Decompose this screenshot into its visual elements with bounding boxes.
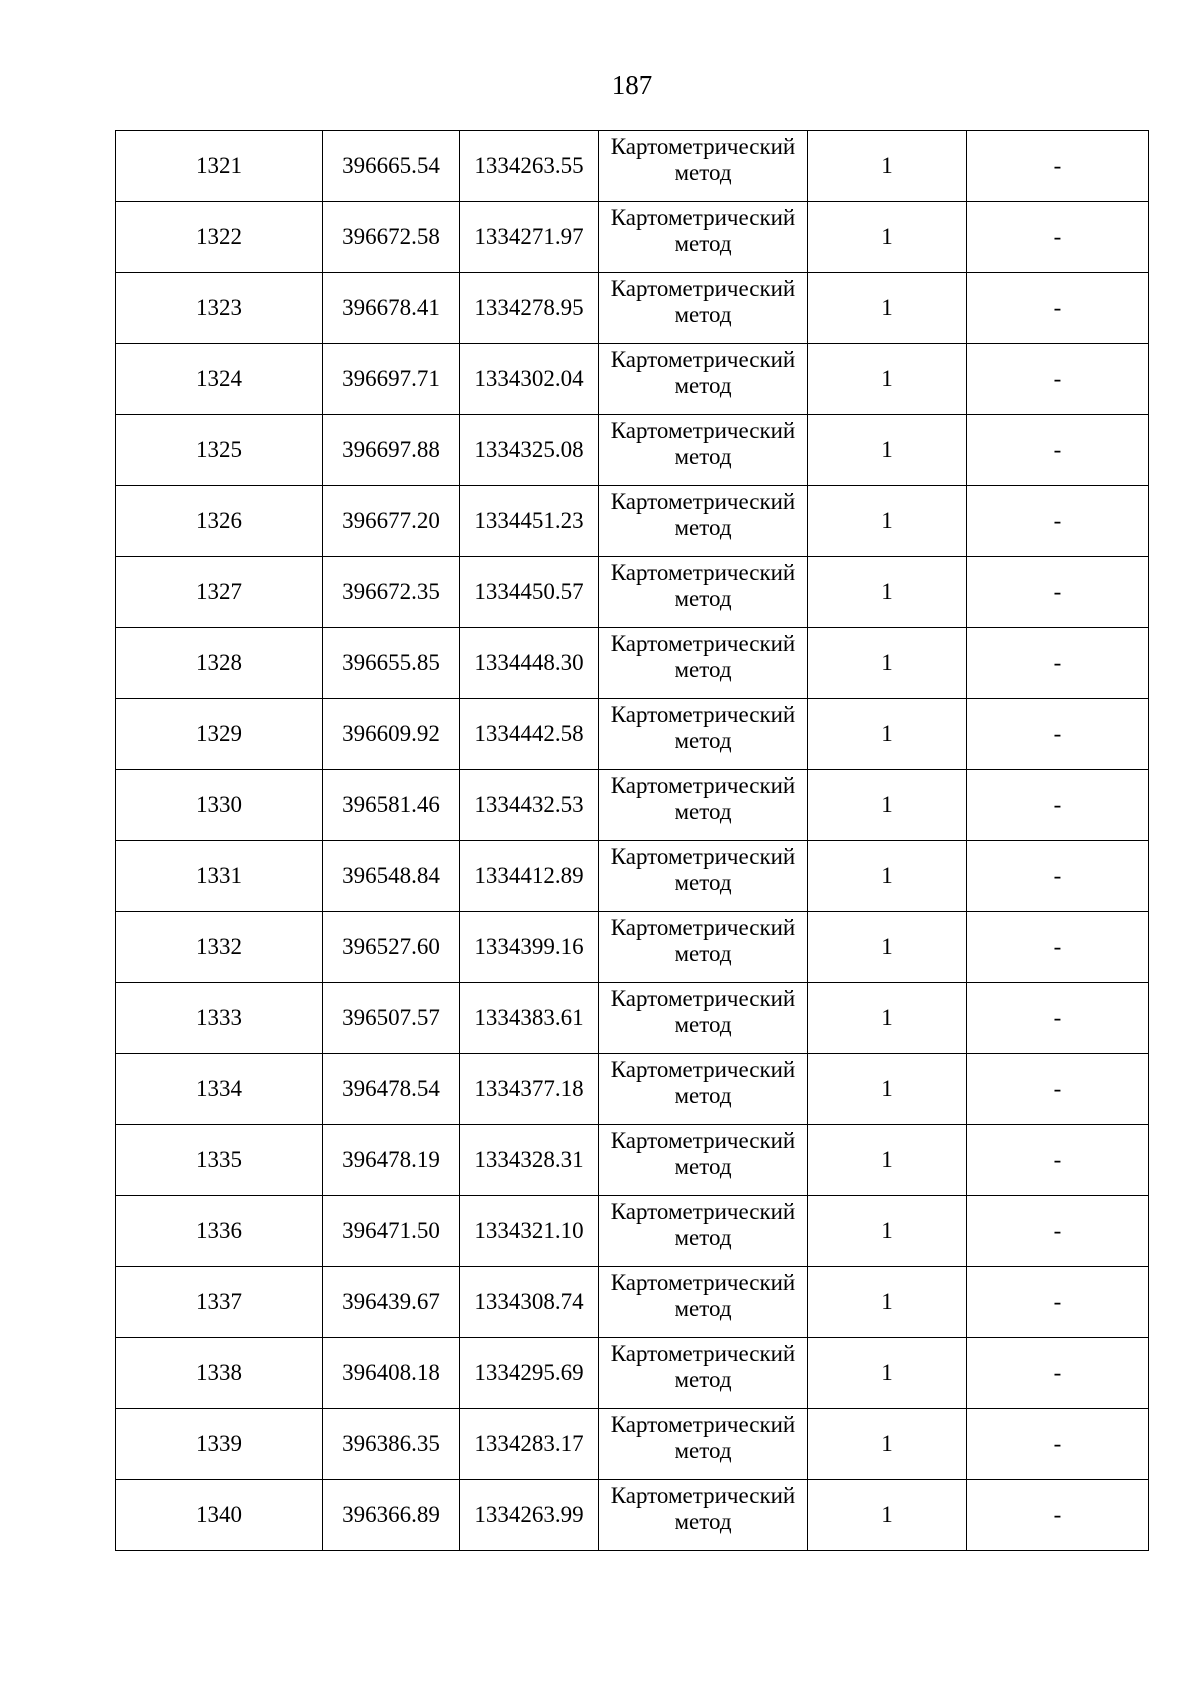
method-line1: Картометрический <box>610 773 796 798</box>
x-coordinate-cell: 396655.85 <box>323 628 460 699</box>
x-coordinate-cell: 396439.67 <box>323 1267 460 1338</box>
point-number-cell: 1329 <box>116 699 323 770</box>
point-number-cell: 1331 <box>116 841 323 912</box>
method-line2: метод <box>674 1154 732 1179</box>
table-row <box>116 1267 1149 1338</box>
accuracy-cell: 1 <box>808 415 967 486</box>
method-line2: метод <box>674 373 732 398</box>
method-line2: метод <box>674 302 732 327</box>
method-line1: Картометрический <box>610 276 796 301</box>
y-coordinate-cell: 1334321.10 <box>460 1196 599 1267</box>
method-cell <box>599 344 808 415</box>
point-number-cell: 1324 <box>116 344 323 415</box>
point-number-cell: 1336 <box>116 1196 323 1267</box>
method-cell <box>599 983 808 1054</box>
point-number-cell: 1325 <box>116 415 323 486</box>
note-cell: - <box>967 1267 1149 1338</box>
table-row <box>116 912 1149 983</box>
method-cell <box>599 1267 808 1338</box>
point-number-cell: 1328 <box>116 628 323 699</box>
point-number-cell: 1322 <box>116 202 323 273</box>
x-coordinate-cell: 396581.46 <box>323 770 460 841</box>
method-line1: Картометрический <box>610 1270 796 1295</box>
note-cell: - <box>967 1196 1149 1267</box>
method-cell <box>599 699 808 770</box>
point-number-cell: 1339 <box>116 1409 323 1480</box>
x-coordinate-cell: 396548.84 <box>323 841 460 912</box>
method-line2: метод <box>674 231 732 256</box>
x-coordinate-cell: 396471.50 <box>323 1196 460 1267</box>
table-row <box>116 273 1149 344</box>
accuracy-cell: 1 <box>808 770 967 841</box>
y-coordinate-cell: 1334377.18 <box>460 1054 599 1125</box>
method-line1: Картометрический <box>610 844 796 869</box>
method-line1: Картометрический <box>610 1128 796 1153</box>
y-coordinate-cell: 1334399.16 <box>460 912 599 983</box>
y-coordinate-cell: 1334308.74 <box>460 1267 599 1338</box>
method-line2: метод <box>674 444 732 469</box>
method-line1: Картометрический <box>610 1199 796 1224</box>
coordinates-table <box>115 130 1149 1551</box>
method-line2: метод <box>674 1509 732 1534</box>
method-cell <box>599 628 808 699</box>
method-line2: метод <box>674 1012 732 1037</box>
method-line2: метод <box>674 1083 732 1108</box>
method-line1: Картометрический <box>610 1057 796 1082</box>
accuracy-cell: 1 <box>808 131 967 202</box>
note-cell: - <box>967 983 1149 1054</box>
method-line2: метод <box>674 728 732 753</box>
method-line2: метод <box>674 586 732 611</box>
x-coordinate-cell: 396478.54 <box>323 1054 460 1125</box>
table-row <box>116 1480 1149 1551</box>
y-coordinate-cell: 1334278.95 <box>460 273 599 344</box>
y-coordinate-cell: 1334302.04 <box>460 344 599 415</box>
x-coordinate-cell: 396697.71 <box>323 344 460 415</box>
table-row <box>116 557 1149 628</box>
method-line2: метод <box>674 160 732 185</box>
method-line2: метод <box>674 870 732 895</box>
method-line2: метод <box>674 1367 732 1392</box>
method-line2: метод <box>674 1438 732 1463</box>
y-coordinate-cell: 1334283.17 <box>460 1409 599 1480</box>
accuracy-cell: 1 <box>808 1338 967 1409</box>
method-line2: метод <box>674 799 732 824</box>
y-coordinate-cell: 1334295.69 <box>460 1338 599 1409</box>
method-line2: метод <box>674 1296 732 1321</box>
y-coordinate-cell: 1334271.97 <box>460 202 599 273</box>
table-row <box>116 131 1149 202</box>
x-coordinate-cell: 396677.20 <box>323 486 460 557</box>
point-number-cell: 1330 <box>116 770 323 841</box>
accuracy-cell: 1 <box>808 1480 967 1551</box>
y-coordinate-cell: 1334442.58 <box>460 699 599 770</box>
table-row <box>116 770 1149 841</box>
method-line1: Картометрический <box>610 489 796 514</box>
method-line1: Картометрический <box>610 347 796 372</box>
point-number-cell: 1332 <box>116 912 323 983</box>
table-row <box>116 1409 1149 1480</box>
x-coordinate-cell: 396408.18 <box>323 1338 460 1409</box>
y-coordinate-cell: 1334325.08 <box>460 415 599 486</box>
x-coordinate-cell: 396478.19 <box>323 1125 460 1196</box>
point-number-cell: 1333 <box>116 983 323 1054</box>
method-cell <box>599 557 808 628</box>
point-number-cell: 1340 <box>116 1480 323 1551</box>
x-coordinate-cell: 396672.35 <box>323 557 460 628</box>
x-coordinate-cell: 396527.60 <box>323 912 460 983</box>
y-coordinate-cell: 1334263.55 <box>460 131 599 202</box>
method-line2: метод <box>674 657 732 682</box>
method-line1: Картометрический <box>610 702 796 727</box>
method-cell <box>599 1409 808 1480</box>
method-cell <box>599 770 808 841</box>
table-row <box>116 841 1149 912</box>
point-number-cell: 1338 <box>116 1338 323 1409</box>
y-coordinate-cell: 1334328.31 <box>460 1125 599 1196</box>
accuracy-cell: 1 <box>808 557 967 628</box>
y-coordinate-cell: 1334383.61 <box>460 983 599 1054</box>
accuracy-cell: 1 <box>808 1267 967 1338</box>
accuracy-cell: 1 <box>808 1196 967 1267</box>
note-cell: - <box>967 202 1149 273</box>
x-coordinate-cell: 396697.88 <box>323 415 460 486</box>
method-cell <box>599 486 808 557</box>
x-coordinate-cell: 396665.54 <box>323 131 460 202</box>
method-line1: Картометрический <box>610 631 796 656</box>
table-body <box>116 131 1149 1551</box>
note-cell: - <box>967 415 1149 486</box>
accuracy-cell: 1 <box>808 1125 967 1196</box>
accuracy-cell: 1 <box>808 628 967 699</box>
table-row <box>116 344 1149 415</box>
point-number-cell: 1337 <box>116 1267 323 1338</box>
note-cell: - <box>967 628 1149 699</box>
method-cell <box>599 1125 808 1196</box>
method-line2: метод <box>674 1225 732 1250</box>
method-line2: метод <box>674 941 732 966</box>
note-cell: - <box>967 1480 1149 1551</box>
method-cell <box>599 1480 808 1551</box>
accuracy-cell: 1 <box>808 202 967 273</box>
method-line1: Картометрический <box>610 1412 796 1437</box>
note-cell: - <box>967 273 1149 344</box>
table-row <box>116 486 1149 557</box>
y-coordinate-cell: 1334451.23 <box>460 486 599 557</box>
x-coordinate-cell: 396678.41 <box>323 273 460 344</box>
note-cell: - <box>967 131 1149 202</box>
method-line1: Картометрический <box>610 915 796 940</box>
table-row <box>116 983 1149 1054</box>
note-cell: - <box>967 344 1149 415</box>
y-coordinate-cell: 1334448.30 <box>460 628 599 699</box>
note-cell: - <box>967 912 1149 983</box>
method-cell <box>599 1054 808 1125</box>
note-cell: - <box>967 699 1149 770</box>
x-coordinate-cell: 396366.89 <box>323 1480 460 1551</box>
note-cell: - <box>967 841 1149 912</box>
table-row <box>116 628 1149 699</box>
page-number: 187 <box>611 70 653 100</box>
method-cell <box>599 912 808 983</box>
method-cell <box>599 1196 808 1267</box>
table-row <box>116 415 1149 486</box>
y-coordinate-cell: 1334412.89 <box>460 841 599 912</box>
note-cell: - <box>967 1409 1149 1480</box>
y-coordinate-cell: 1334450.57 <box>460 557 599 628</box>
point-number-cell: 1334 <box>116 1054 323 1125</box>
table-row <box>116 699 1149 770</box>
point-number-cell: 1321 <box>116 131 323 202</box>
accuracy-cell: 1 <box>808 1409 967 1480</box>
method-cell <box>599 1338 808 1409</box>
method-cell <box>599 273 808 344</box>
method-cell <box>599 202 808 273</box>
method-line1: Картометрический <box>610 1341 796 1366</box>
accuracy-cell: 1 <box>808 273 967 344</box>
table-row <box>116 1338 1149 1409</box>
note-cell: - <box>967 1054 1149 1125</box>
accuracy-cell: 1 <box>808 983 967 1054</box>
accuracy-cell: 1 <box>808 486 967 557</box>
note-cell: - <box>967 1125 1149 1196</box>
x-coordinate-cell: 396672.58 <box>323 202 460 273</box>
table-row <box>116 1125 1149 1196</box>
method-line1: Картометрический <box>610 418 796 443</box>
accuracy-cell: 1 <box>808 912 967 983</box>
accuracy-cell: 1 <box>808 841 967 912</box>
point-number-cell: 1323 <box>116 273 323 344</box>
method-cell <box>599 841 808 912</box>
table-row <box>116 202 1149 273</box>
point-number-cell: 1335 <box>116 1125 323 1196</box>
note-cell: - <box>967 486 1149 557</box>
method-line1: Картометрический <box>610 986 796 1011</box>
accuracy-cell: 1 <box>808 699 967 770</box>
table-row <box>116 1196 1149 1267</box>
note-cell: - <box>967 557 1149 628</box>
method-line2: метод <box>674 515 732 540</box>
x-coordinate-cell: 396386.35 <box>323 1409 460 1480</box>
y-coordinate-cell: 1334263.99 <box>460 1480 599 1551</box>
method-cell <box>599 131 808 202</box>
note-cell: - <box>967 1338 1149 1409</box>
method-line1: Картометрический <box>610 205 796 230</box>
method-line1: Картометрический <box>610 560 796 585</box>
accuracy-cell: 1 <box>808 344 967 415</box>
x-coordinate-cell: 396507.57 <box>323 983 460 1054</box>
table-row <box>116 1054 1149 1125</box>
point-number-cell: 1327 <box>116 557 323 628</box>
point-number-cell: 1326 <box>116 486 323 557</box>
method-cell <box>599 415 808 486</box>
method-line1: Картометрический <box>610 134 796 159</box>
method-line1: Картометрический <box>610 1483 796 1508</box>
note-cell: - <box>967 770 1149 841</box>
y-coordinate-cell: 1334432.53 <box>460 770 599 841</box>
x-coordinate-cell: 396609.92 <box>323 699 460 770</box>
accuracy-cell: 1 <box>808 1054 967 1125</box>
